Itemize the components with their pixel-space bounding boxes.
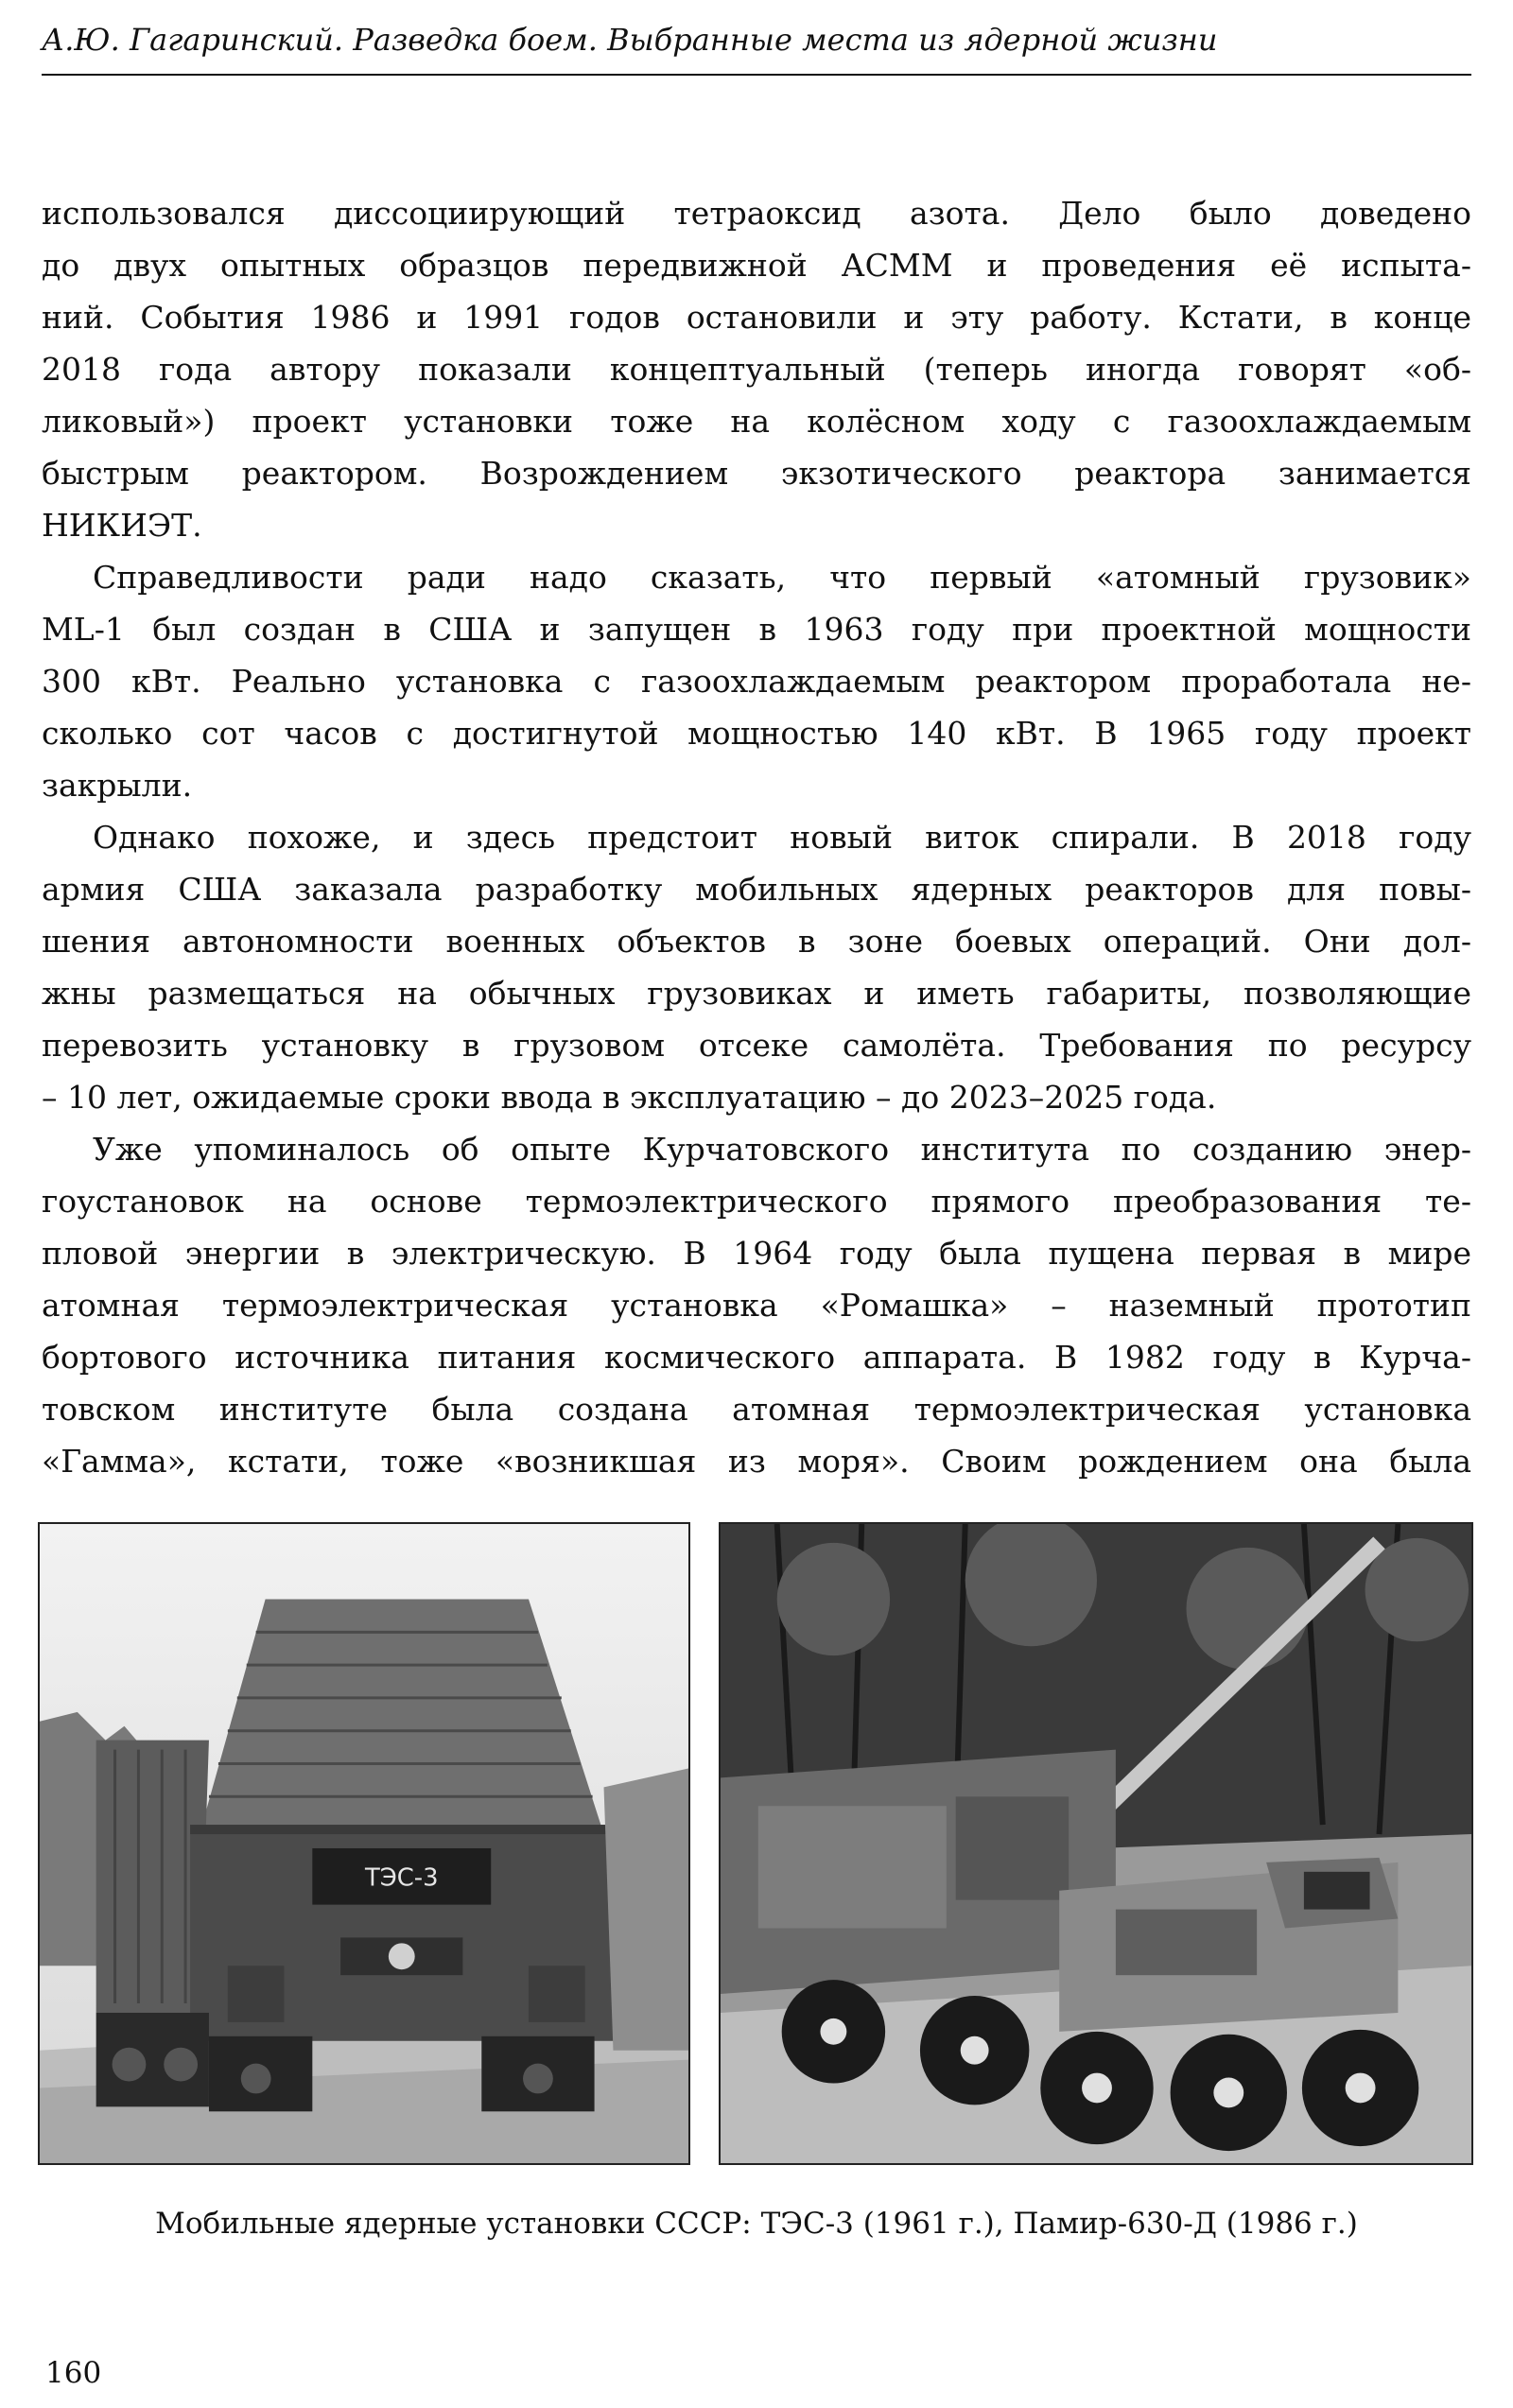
text-line: Уже упоминалось об опыте Курчатовского института по созданию энер- bbox=[93, 1131, 1471, 1168]
running-header: А.Ю. Гагаринский. Разведка боем. Выбранные места из ядерной жизни bbox=[42, 22, 1218, 58]
text-line: перевозить установку в грузовом отсеке самолёта. Требования по ресурсу bbox=[42, 1027, 1471, 1064]
text-line: ML-1 был создан в США и запущен в 1963 году при проектной мощности bbox=[42, 611, 1471, 648]
text-line: пловой энергии в электрическую. В 1964 году была пущена первая в мире bbox=[42, 1235, 1471, 1272]
text-line: «Гамма», кстати, тоже «возникшая из моря». Своим рождением она была bbox=[42, 1443, 1471, 1480]
text-line: ликовый») проект установки тоже на колёсном ходу с газоохлаждаемым bbox=[42, 403, 1471, 440]
text-line: сколько сот часов с достигнутой мощностью 140 кВт. В 1965 году проект bbox=[42, 715, 1471, 752]
text-line: товском институте была создана атомная термоэлектрическая установка bbox=[42, 1391, 1471, 1428]
text-line: 300 кВт. Реально установка с газоохлаждаемым реактором проработала не- bbox=[42, 663, 1471, 700]
text-line: ний. События 1986 и 1991 годов остановили и эту работу. Кстати, в конце bbox=[42, 299, 1471, 336]
text-line: использовался диссоциирующий тетраоксид азота. Дело было доведено bbox=[42, 195, 1471, 232]
text-line: 2018 года автору показали концептуальный (теперь иногда говорят «об- bbox=[42, 351, 1471, 388]
text-line: армия США заказала разработку мобильных ядерных реакторов для повы- bbox=[42, 871, 1471, 908]
text-line: закрыли. bbox=[42, 767, 193, 804]
text-line: – 10 лет, ожидаемые сроки ввода в эксплуатацию – до 2023–2025 года. bbox=[42, 1079, 1217, 1116]
body-text bbox=[42, 187, 1471, 1487]
text-line: Однако похоже, и здесь предстоит новый виток спирали. В 2018 году bbox=[93, 819, 1471, 856]
pamir-630-d-illustration bbox=[721, 1524, 1471, 2163]
text-line: атомная термоэлектрическая установка «Ромашка» – наземный прототип bbox=[42, 1287, 1471, 1324]
text-line: шения автономности военных объектов в зоне боевых операций. Они дол- bbox=[42, 923, 1471, 960]
text-line: до двух опытных образцов передвижной АСММ и проведения её испыта- bbox=[42, 247, 1471, 284]
text-line: Справедливости ради надо сказать, что первый «атомный грузовик» bbox=[93, 559, 1471, 596]
header-divider bbox=[42, 74, 1471, 76]
photo-pamir-630-d bbox=[719, 1522, 1473, 2165]
text-line: бортового источника питания космического аппарата. В 1982 году в Курча- bbox=[42, 1339, 1471, 1376]
page-number: 160 bbox=[45, 2356, 102, 2390]
text-line: гоустановок на основе термоэлектрического прямого преобразования те- bbox=[42, 1183, 1471, 1220]
tes-3-plate-label: ТЭС-3 bbox=[364, 1863, 439, 1893]
photo-tes-3 bbox=[38, 1522, 690, 2165]
text-line: быстрым реактором. Возрождением экзотического реактора занимается bbox=[42, 455, 1471, 492]
text-line: НИКИЭТ. bbox=[42, 507, 202, 544]
tes-3-illustration bbox=[40, 1524, 688, 2163]
text-line: жны размещаться на обычных грузовиках и иметь габариты, позволяющие bbox=[42, 975, 1471, 1012]
figure-caption: Мобильные ядерные установки СССР: ТЭС-3 (1961 г.), Памир-630-Д (1986 г.) bbox=[155, 2207, 1358, 2241]
